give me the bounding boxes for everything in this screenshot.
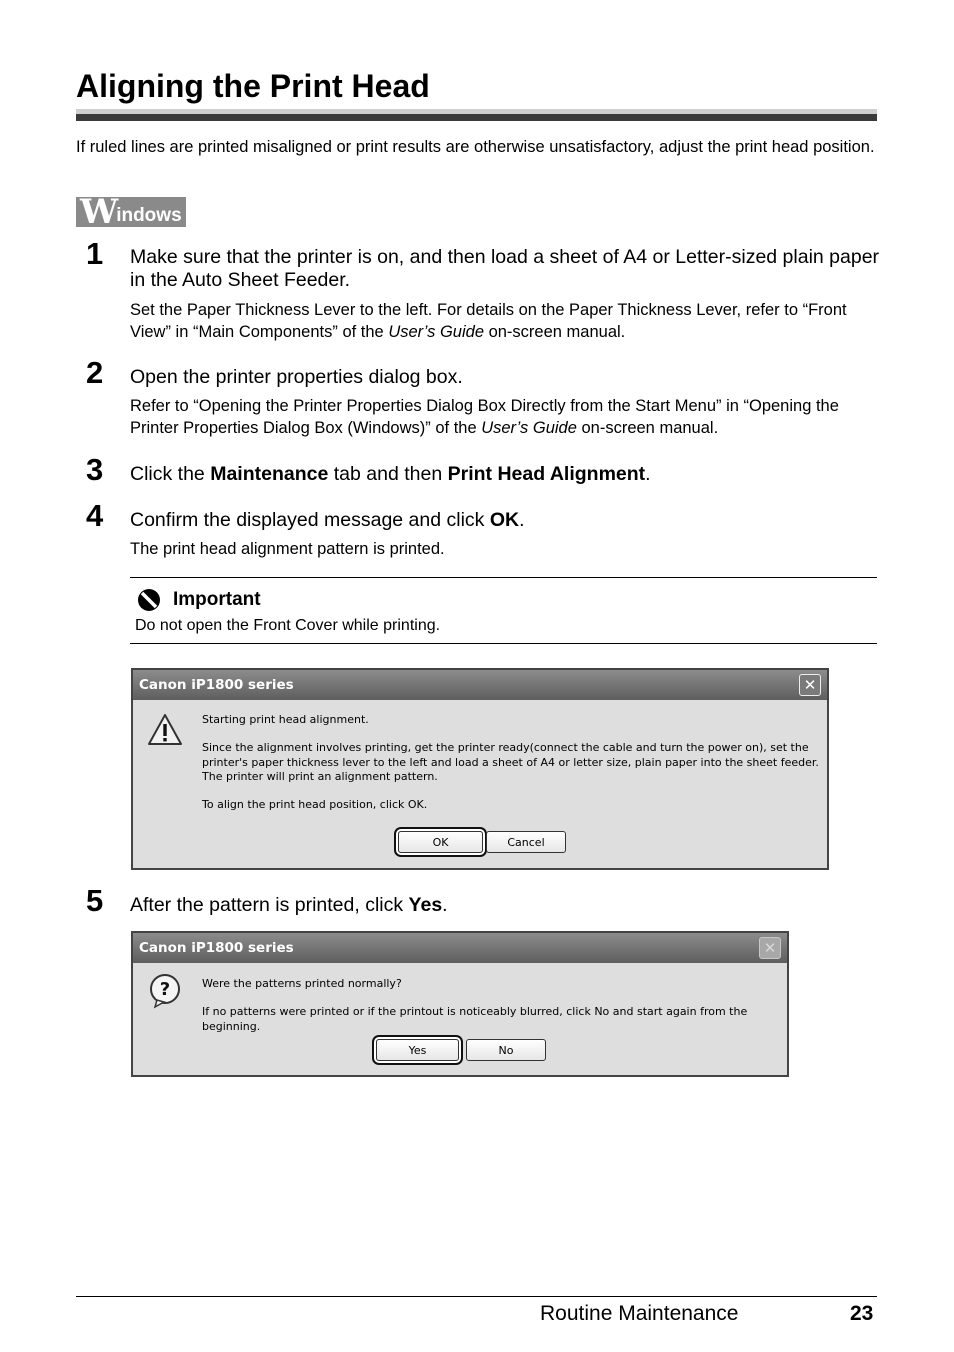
dialog-line-2: If no patterns were printed or if the printout is noticeably blurred, click No and start again from the beginning. bbox=[202, 1005, 748, 1033]
dialog-line-3: To align the print head position, click OK. bbox=[202, 798, 428, 811]
step-1-text: Make sure that the printer is on, and then load a sheet of A4 or Letter-sized plain paper in the Auto Sheet Feeder. bbox=[130, 246, 880, 291]
step-2-detail bbox=[130, 396, 878, 439]
dialog-line-2: Since the alignment involves printing, get the printer ready(connect the cable and turn the power on), set the printer's paper thickness lever to the left and load a sheet of A4 or letter size, plain paper into the sheet feeder. The printer will print an alignment pattern. bbox=[202, 741, 819, 783]
step-3-text bbox=[130, 463, 880, 486]
step-4-detail: The print head alignment pattern is printed. bbox=[130, 540, 445, 558]
maintenance-tab-ref: Maintenance bbox=[210, 463, 329, 485]
step-3-text-c: . bbox=[645, 463, 651, 485]
svg-text:?: ? bbox=[159, 979, 171, 1000]
page-title: Aligning the Print Head bbox=[76, 68, 430, 104]
dialog-titlebar bbox=[133, 670, 827, 700]
confirm-dialog bbox=[131, 931, 789, 1077]
step-1-detail-end: on-screen manual. bbox=[484, 322, 626, 341]
dialog-title: Canon iP1800 series bbox=[139, 677, 294, 693]
step-number-5: 5 bbox=[86, 883, 104, 918]
step-number-2: 2 bbox=[86, 355, 104, 390]
page-number: 23 bbox=[850, 1302, 874, 1325]
step-3-text-a: Click the bbox=[130, 463, 211, 485]
step-4-text-b: . bbox=[519, 509, 525, 531]
ok-button[interactable]: OK bbox=[398, 831, 483, 853]
ok-ref: OK bbox=[489, 509, 520, 531]
step-2-guide-name: User’s Guide bbox=[481, 418, 577, 437]
windows-badge-rest: indows bbox=[116, 205, 182, 226]
print-head-alignment-ref: Print Head Alignment bbox=[447, 463, 646, 485]
step-3-text-b: tab and then bbox=[328, 463, 448, 485]
step-1-guide-name: User’s Guide bbox=[388, 322, 484, 341]
close-button: ✕ bbox=[759, 937, 781, 959]
cancel-button[interactable]: Cancel bbox=[486, 831, 566, 853]
step-number-4: 4 bbox=[86, 498, 104, 533]
dialog-line-1: Were the patterns printed normally? bbox=[202, 977, 402, 990]
alignment-dialog bbox=[131, 668, 829, 870]
important-top-rule bbox=[130, 577, 877, 578]
title-rule-dark bbox=[76, 114, 877, 121]
step-5-text-a: After the pattern is printed, click bbox=[130, 894, 409, 916]
important-text: Do not open the Front Cover while printing. bbox=[135, 617, 441, 634]
intro-paragraph: If ruled lines are printed misaligned or print results are otherwise unsatisfactory, adjust the print head position. bbox=[76, 138, 875, 156]
step-number-1: 1 bbox=[86, 236, 104, 271]
step-2-text: Open the printer properties dialog box. bbox=[130, 366, 463, 388]
step-1-detail-text: Set the Paper Thickness Lever to the left. For details on the Paper Thickness Lever, refer to “Front View” in “Main Components” of the bbox=[130, 301, 847, 341]
dialog-titlebar bbox=[133, 933, 787, 963]
step-number-3: 3 bbox=[86, 452, 104, 487]
important-bottom-rule bbox=[130, 643, 877, 644]
question-icon bbox=[147, 973, 183, 1009]
windows-badge bbox=[76, 197, 186, 227]
footer-rule bbox=[76, 1296, 877, 1297]
step-1-detail bbox=[130, 300, 878, 343]
close-button[interactable]: ✕ bbox=[799, 674, 821, 696]
yes-button[interactable]: Yes bbox=[376, 1039, 459, 1061]
yes-ref: Yes bbox=[408, 894, 443, 916]
important-icon bbox=[137, 588, 161, 612]
windows-badge-initial: W bbox=[80, 197, 116, 227]
warning-icon bbox=[147, 712, 183, 748]
step-5-text-b: . bbox=[442, 894, 448, 916]
step-2-detail-end: on-screen manual. bbox=[576, 418, 719, 437]
important-heading bbox=[137, 588, 261, 612]
dialog-line-1: Starting print head alignment. bbox=[202, 713, 369, 726]
step-5-text bbox=[130, 894, 880, 917]
step-4-text bbox=[130, 509, 880, 532]
footer-section: Routine Maintenance bbox=[540, 1302, 739, 1325]
dialog-title: Canon iP1800 series bbox=[139, 940, 294, 956]
step-2-detail-text: Refer to “Opening the Printer Properties Dialog Box Directly from the Start Menu” in “Opening the Printer Properties Dialog Box (Windows)” of the bbox=[130, 397, 839, 437]
step-4-text-a: Confirm the displayed message and click bbox=[130, 509, 490, 531]
no-button[interactable]: No bbox=[466, 1039, 546, 1061]
important-label: Important bbox=[173, 589, 261, 610]
